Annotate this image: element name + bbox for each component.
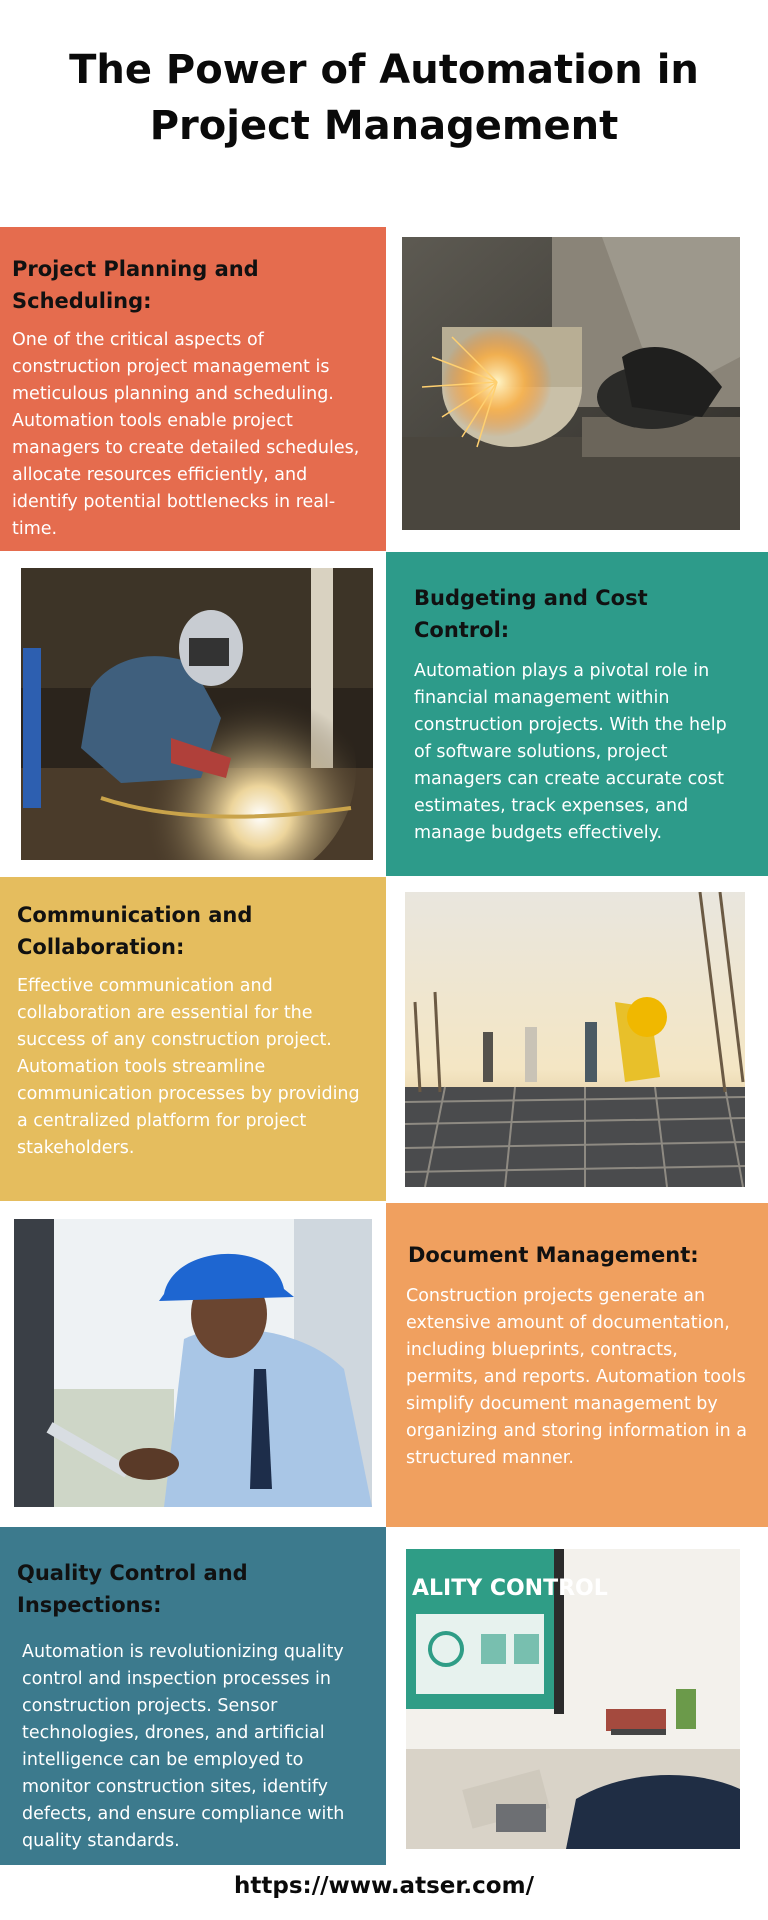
section-document-heading: Document Management: xyxy=(408,1243,699,1267)
welder-photo xyxy=(21,568,373,860)
section-communication-body: Effective communication and collaboration are essential for the success of any construction project. Automation tools streamline communication processes by providing a centralized platform for project stakeholders. xyxy=(17,976,360,1158)
quality-control-sign-text: ALITY CONTROL xyxy=(412,1576,608,1601)
section-document-body: Construction projects generate an extensive amount of documentation, including blueprints, contracts, permits, and reports. Automation tools simplify document management by organizing and storing information in a structured manner. xyxy=(406,1286,747,1468)
section-quality-panel xyxy=(0,1527,386,1865)
section-planning-body: One of the critical aspects of construction project management is meticulous planning and scheduling. Automation tools enable project managers to create detailed schedules, allocate resources efficiently, and identify potential bottlenecks in real-time. xyxy=(12,330,360,539)
footer-url-link[interactable]: https://www.atser.com/ xyxy=(234,1873,534,1899)
section-budgeting-heading: Budgeting and Cost Control: xyxy=(414,586,648,642)
section-budgeting-body: Automation plays a pivotal role in financial management within construction projects. With the help of software solutions, project managers can create accurate cost estimates, track expenses, and manage budgets effectively. xyxy=(414,661,727,843)
section-planning-heading: Project Planning and Scheduling: xyxy=(12,257,259,313)
rebar-workers-photo xyxy=(405,892,745,1187)
grinding-sparks-photo xyxy=(402,237,740,530)
quality-control-monitor-photo xyxy=(406,1549,740,1849)
section-quality-heading: Quality Control and Inspections: xyxy=(17,1561,248,1617)
page-title: The Power of Automation in Project Management xyxy=(69,47,699,149)
section-communication-panel xyxy=(0,877,386,1201)
engineer-hardhat-photo xyxy=(14,1219,372,1507)
section-planning-panel xyxy=(0,227,386,551)
section-budgeting-panel xyxy=(386,552,768,876)
section-communication-heading: Communication and Collaboration: xyxy=(17,903,253,959)
section-quality-body: Automation is revolutionizing quality control and inspection processes in construction projects. Sensor technologies, drones, and artificial intelligence can be employed to monitor construction sites, identify defects, and ensure compliance with quality standards. xyxy=(22,1642,345,1851)
section-document-panel xyxy=(386,1203,768,1527)
